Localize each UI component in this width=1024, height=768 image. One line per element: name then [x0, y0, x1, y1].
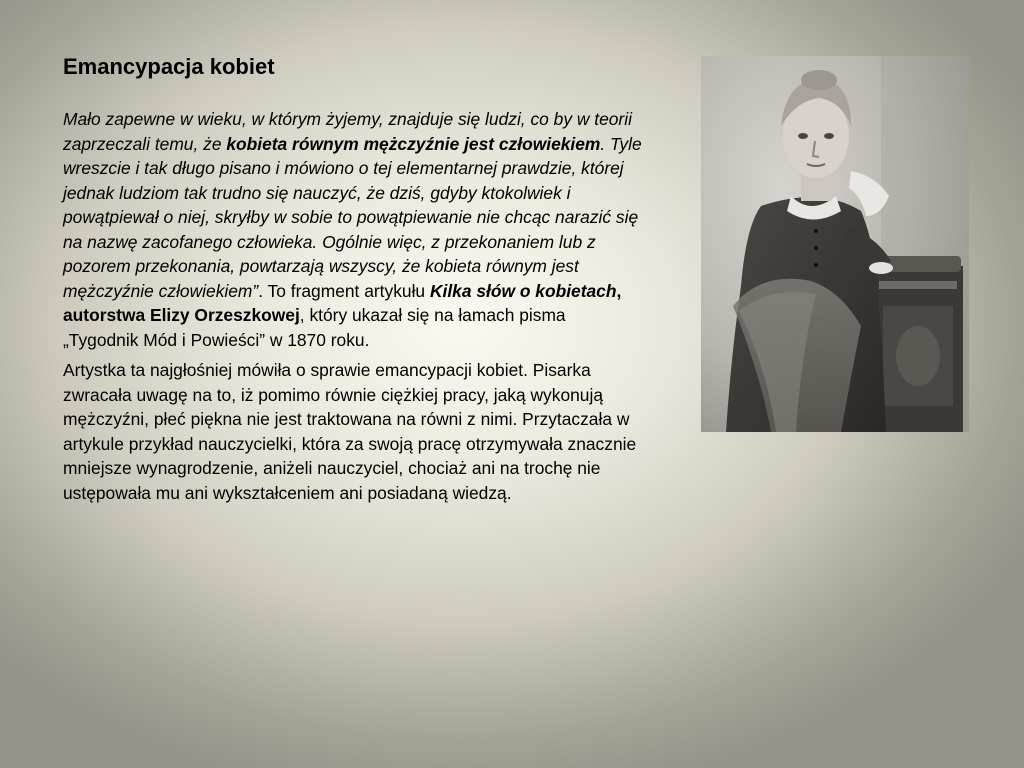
quote-text-part2: . Tyle wreszcie i tak długo pisano i mówiono o tej elementarnej prawdzie, której jednak ludziom tak trudno się nauczyć, że dziś, gdyby ktokolwiek i powątpiewał o niej, skryłby w sobie to powątpiewanie nie chcąc narazić się na nazwę zacofanego człowieka. Ogólnie więc, z przekonaniem lub z pozorem przekonania, powtarzają wszyscy, że kobieta równym jest mężczyźnie człowiekiem” [63, 133, 642, 301]
slide-body [63, 107, 643, 511]
paragraph-quote [63, 107, 643, 352]
portrait-photo [701, 56, 969, 432]
article-title: Kilka słów o kobietach [429, 280, 617, 301]
quote-text-part1: Mało zapewne w wieku, w którym żyjemy, znajduje się ludzi, co by w teorii zaprzeczali temu, że [63, 109, 632, 154]
slide-title: Emancypacja kobiet [63, 54, 275, 79]
article-author: , autorstwa Elizy Orzeszkowej [63, 280, 622, 325]
source-text-part1: . To fragment artykułu [258, 280, 430, 301]
source-text-part2: , który ukazał się na łamach pisma „Tygodnik Mód i Powieści” w 1870 roku. [63, 305, 566, 350]
quote-emphasis: kobieta równym mężczyźnie jest człowiekiem [226, 133, 601, 154]
paragraph-description: Artystka ta najgłośniej mówiła o sprawie emancypacji kobiet. Pisarka zwracała uwagę na to, iż pomimo równie ciężkiej pracy, jaką wykonują mężczyźni, płeć piękna nie jest traktowana na równi z nimi. Przytaczała w artykule przykład nauczycielki, która za swoją pracę otrzymywała znacznie mniejsze wynagrodzenie, aniżeli nauczyciel, chociaż ani na trochę nie ustępowała mu ani wykształceniem ani posiadaną wiedzą. [63, 360, 637, 503]
